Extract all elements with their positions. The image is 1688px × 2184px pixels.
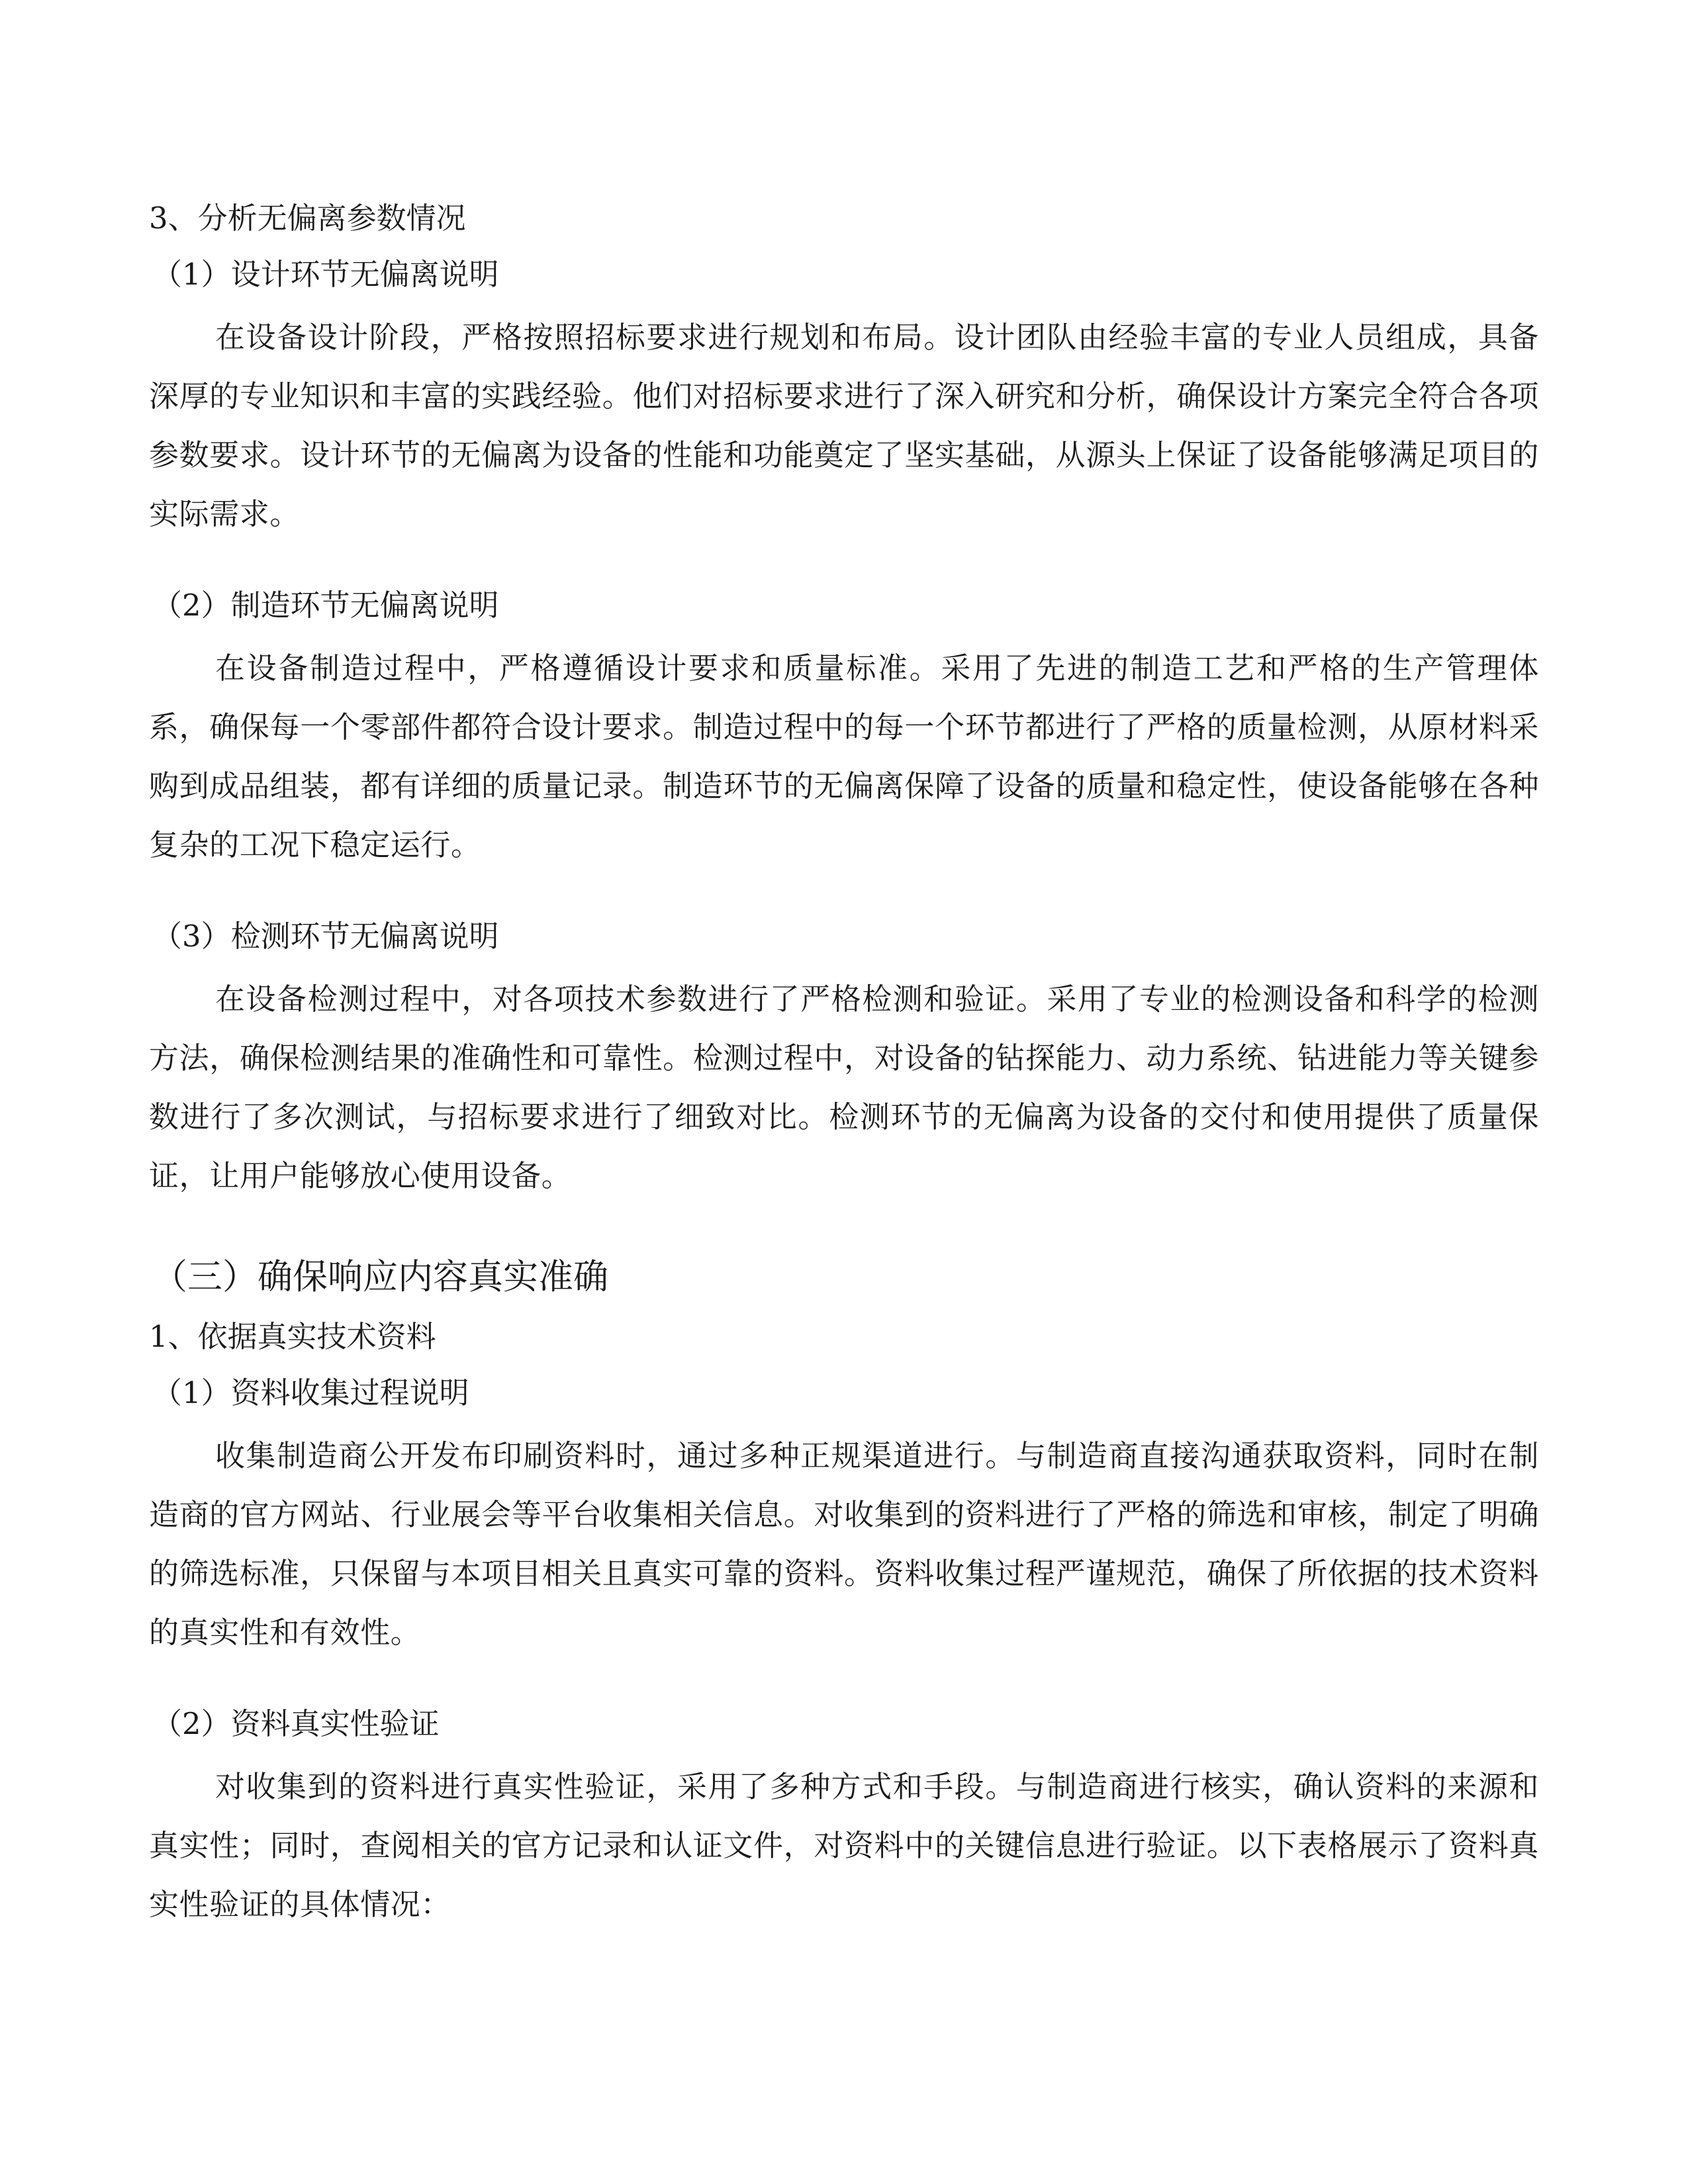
subsection-title-testing: （3）检测环节无偏离说明 — [152, 919, 499, 954]
section-heading-1: 1、依据真实技术资料 — [149, 1319, 436, 1354]
paragraph-manufacturing: 在设备制造过程中，严格遵循设计要求和质量标准。采用了先进的制造工艺和严格的生产管理体系，确保每一个零部件都符合设计要求。制造过程中的每一个环节都进行了严格的质量检测，从原材料采购到成品组装，都有详细的质量记录。制造环节的无偏离保障了设备的质量和稳定性，使设备能够在各种复杂的工况下稳定运行。 — [149, 651, 1539, 862]
section-heading-3: 3、分析无偏离参数情况 — [149, 201, 466, 236]
subsection-title-design: （1）设计环节无偏离说明 — [152, 257, 499, 292]
subsection-title-collection: （1）资料收集过程说明 — [152, 1375, 469, 1410]
paragraph-verification: 对收集到的资料进行真实性验证，采用了多种方式和手段。与制造商进行核实，确认资料的来源和真实性；同时，查阅相关的官方记录和认证文件，对资料中的关键信息进行验证。以下表格展示了资料真实性验证的具体情况： — [149, 1769, 1539, 1922]
subsection-title-verification: （2）资料真实性验证 — [152, 1706, 440, 1741]
subsection-title-manufacturing: （2）制造环节无偏离说明 — [152, 588, 499, 623]
chapter-heading: （三）确保响应内容真实准确 — [152, 1257, 608, 1297]
paragraph-collection: 收集制造商公开发布印刷资料时，通过多种正规渠道进行。与制造商直接沟通获取资料，同时在制造商的官方网站、行业展会等平台收集相关信息。对收集到的资料进行了严格的筛选和审核，制定了明确的筛选标准，只保留与本项目相关且真实可靠的资料。资料收集过程严谨规范，确保了所依据的技术资料的真实性和有效性。 — [149, 1438, 1539, 1650]
paragraph-design: 在设备设计阶段，严格按照招标要求进行规划和布局。设计团队由经验丰富的专业人员组成，具备深厚的专业知识和丰富的实践经验。他们对招标要求进行了深入研究和分析，确保设计方案完全符合各项参数要求。设计环节的无偏离为设备的性能和功能奠定了坚实基础，从源头上保证了设备能够满足项目的实际需求。 — [149, 320, 1539, 531]
paragraph-testing: 在设备检测过程中，对各项技术参数进行了严格检测和验证。采用了专业的检测设备和科学的检测方法，确保检测结果的准确性和可靠性。检测过程中，对设备的钻探能力、动力系统、钻进能力等关键参数进行了多次测试，与招标要求进行了细致对比。检测环节的无偏离为设备的交付和使用提供了质量保证，让用户能够放心使用设备。 — [149, 981, 1539, 1193]
